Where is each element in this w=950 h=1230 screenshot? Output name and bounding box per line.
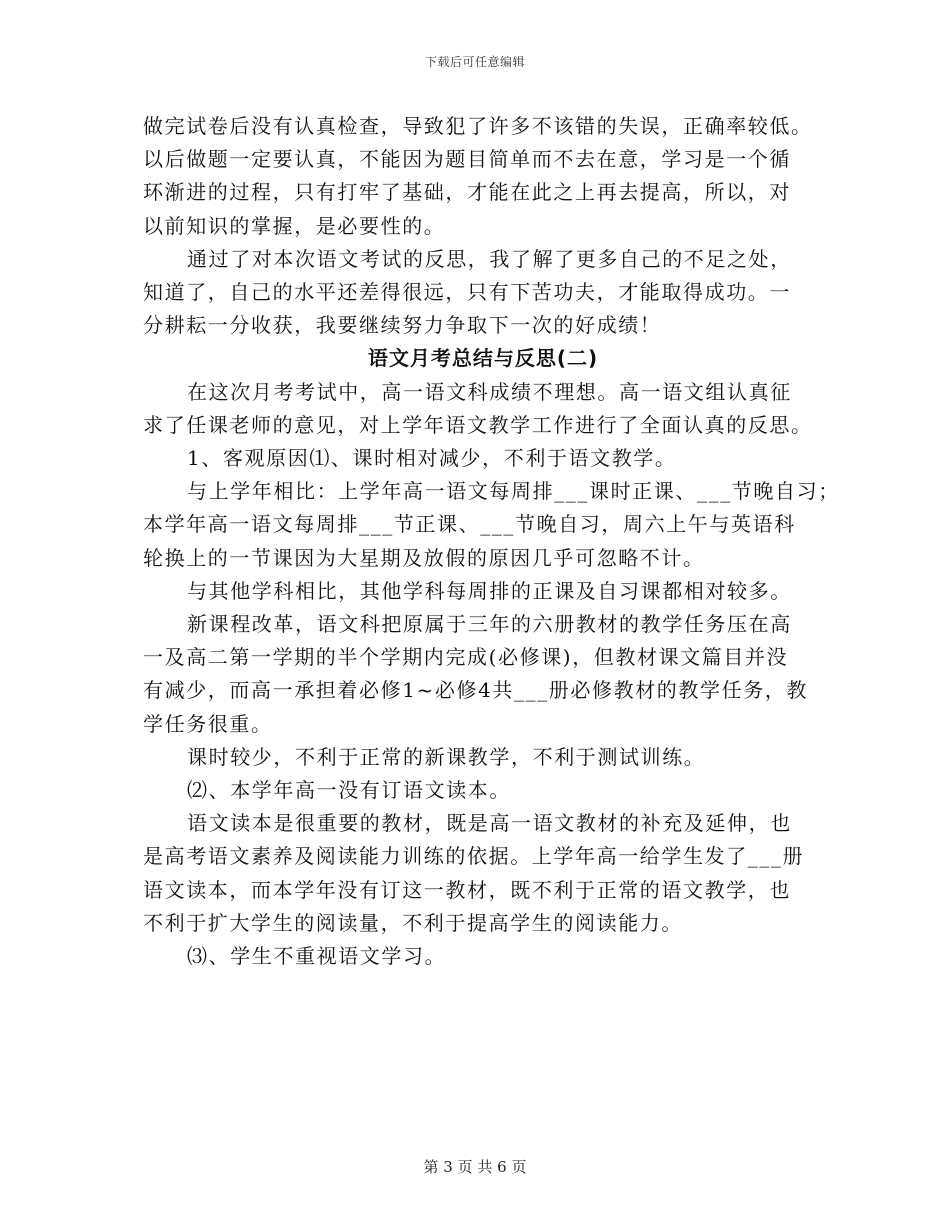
text-line: 通过了对本次语文考试的反思，我了解了更多自己的不足之处， (187, 246, 792, 271)
text-line: ⑶、学生不重视语文学习。 (187, 944, 447, 969)
text-line: 与上学年相比：上学年高一语文每周排___课时正课、___节晚自习； (187, 479, 840, 504)
page-footer: 第 3 页 共 6 页 (423, 1158, 527, 1176)
text-line: 本学年高一语文每周排___节正课、___节晚自习，周六上午与英语科 (143, 512, 796, 537)
text-line: 环渐进的过程，只有打牢了基础，才能在此之上再去提高，所以，对 (143, 180, 791, 205)
text-line: 课时较少，不利于正常的新课教学，不利于测试训练。 (187, 744, 706, 769)
section-title: 语文月考总结与反思(二) (367, 346, 599, 371)
text-line: 知道了，自己的水平还差得很远，只有下苦功夫，才能取得成功。一 (143, 280, 791, 305)
text-line: 语文读本是很重要的教材，既是高一语文教材的补充及延伸，也 (187, 811, 792, 836)
text-line: 1、客观原因⑴、课时相对减少，不利于语文教学。 (187, 446, 677, 471)
text-line: 求了任课老师的意见，对上学年语文教学工作进行了全面认真的反思。 (143, 412, 813, 437)
text-line: 以前知识的掌握，是必要性的。 (143, 213, 446, 238)
text-line: 新课程改革，语文科把原属于三年的六册教材的教学任务压在高 (187, 612, 792, 637)
text-line: 与其他学科相比，其他学科每周排的正课及自习课都相对较多。 (187, 578, 792, 603)
text-line: 是高考语文素养及阅读能力训练的依据。上学年高一给学生发了___册 (143, 844, 805, 869)
text-line: 语文读本，而本学年没有订这一教材，既不利于正常的语文教学，也 (143, 877, 791, 902)
text-line: 有减少，而高一承担着必修1~必修4共___册必修教材的教学任务，教 (143, 678, 809, 703)
text-line: 在这次月考考试中，高一语文科成绩不理想。高一语文组认真征 (187, 379, 792, 404)
text-line: 分耕耘一分收获，我要继续努力争取下一次的好成绩！ (143, 313, 662, 338)
text-line: 一及高二第一学期的半个学期内完成(必修课)，但教材课文篇目并没 (143, 645, 789, 670)
text-line: 学任务很重。 (143, 711, 273, 736)
text-line: 以后做题一定要认真，不能因为题目简单而不去在意，学习是一个循 (143, 147, 791, 172)
text-line: 轮换上的一节课因为大星期及放假的原因几乎可忽略不计。 (143, 545, 705, 570)
text-line: 做完试卷后没有认真检查，导致犯了许多不该错的失误，正确率较低。 (143, 114, 813, 138)
page-header: 下载后可任意编辑 (424, 55, 525, 69)
text-line: ⑵、本学年高一没有订语文读本。 (187, 778, 511, 803)
document-body (143, 110, 840, 973)
text-line: 不利于扩大学生的阅读量，不利于提高学生的阅读能力。 (143, 910, 683, 935)
